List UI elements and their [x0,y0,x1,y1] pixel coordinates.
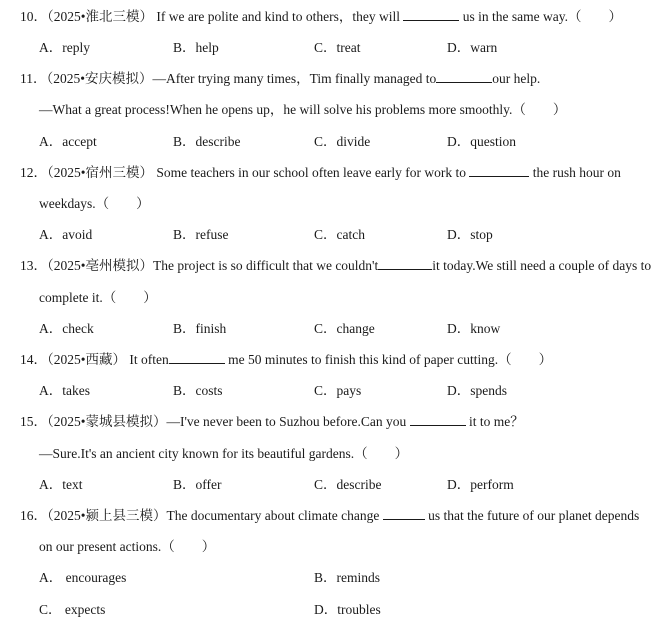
answer-blank [383,507,425,520]
question-13-stem: 13．（2025•亳州模拟）The project is so difficult that we couldn't it today.We still need a couple of days to [20,258,652,273]
option-d[interactable]: D．stop [447,227,493,242]
option-c[interactable]: C．describe [314,477,382,492]
answer-blank [169,351,225,364]
question-source-tag: （2025•亳州模拟） [47,258,153,273]
option-b[interactable]: B．help [173,40,219,55]
question-number: 16 [20,508,34,523]
option-d[interactable]: D．troubles [314,602,381,617]
answer-blank [378,257,432,270]
question-number: 14 [20,352,34,367]
option-c[interactable]: C．change [314,321,375,336]
option-a[interactable]: A．accept [39,134,97,149]
option-a[interactable]: A．check [39,321,94,336]
option-a[interactable]: A．takes [39,383,90,398]
question-12-stem: 12．（2025•宿州三模） Some teachers in our school often leave early for work to the rush hour on [20,165,621,180]
question-15-continuation: —Sure.It's an ancient city known for its beautiful gardens.（ ） [39,446,409,461]
option-b[interactable]: B．offer [173,477,222,492]
question-source-tag: （2025•宿州三模） [47,165,153,180]
option-b[interactable]: B．reminds [314,570,381,585]
option-a[interactable]: A．text [39,477,83,492]
option-d[interactable]: D．perform [447,477,514,492]
option-a[interactable]: A．reply [39,40,90,55]
answer-blank [436,70,492,83]
question-12-continuation: weekdays.（ ） [39,196,150,211]
question-number: 12 [20,165,34,180]
option-d[interactable]: D．question [447,134,516,149]
answer-blank [403,8,459,21]
question-number: 13 [20,258,34,273]
option-b[interactable]: B．refuse [173,227,229,242]
question-number: 15 [20,414,34,429]
option-d[interactable]: D．warn [447,40,498,55]
question-11-stem: 11．（2025•安庆模拟）—After trying many times，Tim finally managed to our help. [20,71,541,86]
answer-blank [410,413,466,426]
question-16-continuation: on our present actions.（ ） [39,539,216,554]
option-b[interactable]: B．costs [173,383,223,398]
option-c[interactable]: C．divide [314,134,371,149]
question-16-stem: 16．（2025•颍上县三模）The documentary about climate change us that the future of our planet depends [20,508,640,523]
question-number: 11 [20,71,33,86]
question-13-continuation: complete it.（ ） [39,290,157,305]
answer-blank [469,164,529,177]
question-number: 10 [20,9,34,24]
option-b[interactable]: B．finish [173,321,227,336]
option-c[interactable]: C．pays [314,383,362,398]
question-10-stem: 10．（2025•淮北三模） If we are polite and kind to others，they will us in the same way.（ ） [20,9,623,24]
option-d[interactable]: D．spends [447,383,507,398]
question-11-continuation: —What a great process!When he opens up，he will solve his problems more smoothly.（ ） [39,102,567,117]
option-d[interactable]: D．know [447,321,501,336]
question-source-tag: （2025•安庆模拟） [46,71,153,86]
option-c[interactable]: C． expects [39,602,106,617]
question-14-stem: 14．（2025•西藏） It often me 50 minutes to finish this kind of paper cutting.（ ） [20,352,553,367]
question-source-tag: （2025•淮北三模） [47,9,153,24]
question-15-stem: 15．（2025•蒙城县模拟）—I've never been to Suzhou before.Can you it to me？ [20,414,524,429]
question-source-tag: （2025•西藏） [47,352,126,367]
option-a[interactable]: A．avoid [39,227,93,242]
option-a[interactable]: A． encourages [39,570,127,585]
question-source-tag: （2025•蒙城县模拟） [47,414,167,429]
option-c[interactable]: C．treat [314,40,361,55]
option-c[interactable]: C．catch [314,227,365,242]
option-b[interactable]: B．describe [173,134,241,149]
question-source-tag: （2025•颍上县三模） [47,508,167,523]
